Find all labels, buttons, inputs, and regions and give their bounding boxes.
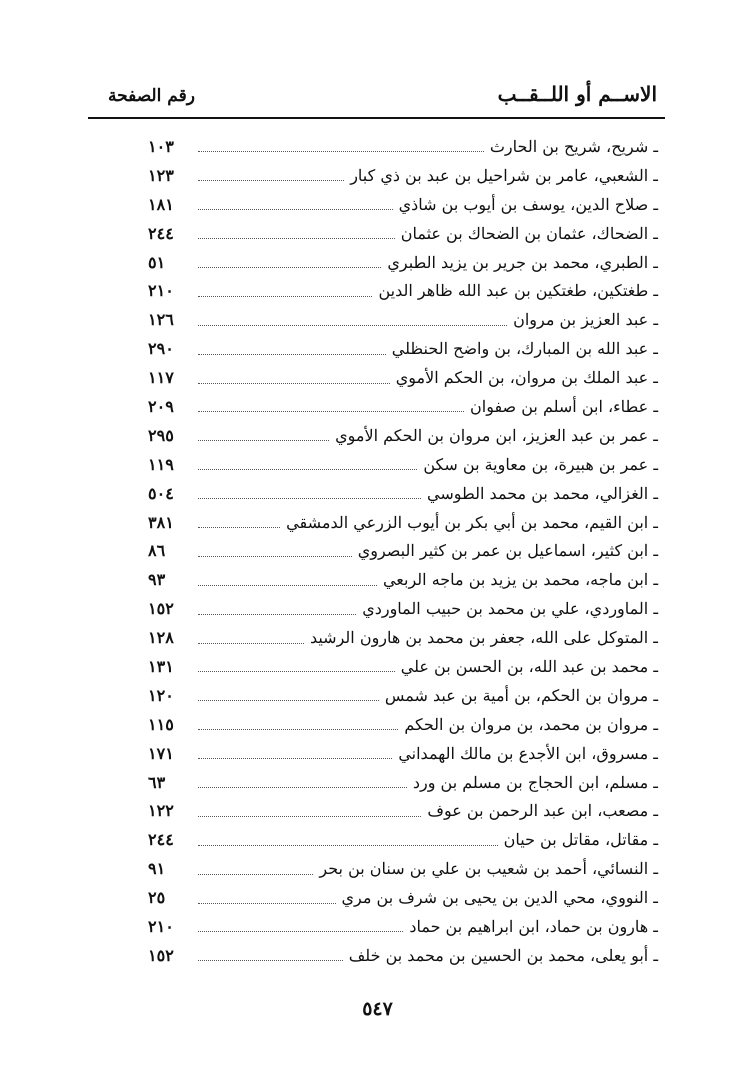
index-entry [148,854,658,883]
dot-leader [198,902,336,904]
index-entry [148,248,658,277]
entry-name: ـ مروان بن الحكم، بن أمية بن عبد شمس [384,685,658,705]
index-entry [148,334,658,363]
index-entry [148,710,658,739]
index-entry [148,276,658,305]
entry-name: ـ مصعب، ابن عبد الرحمن بن عوف [427,801,658,821]
entry-page-number: ١١٧ [148,368,174,388]
index-entry [148,479,658,508]
index-entry [148,796,658,825]
entry-page-number: ٩١ [148,859,166,879]
entry-name: ـ النووي، محي الدين بن يحيى بن شرف بن مري [341,888,658,908]
entry-page-number: ٥٠٤ [148,483,174,503]
entry-page-number: ١١٩ [148,454,174,474]
index-entry [148,652,658,681]
dot-leader [198,266,381,268]
entry-page-number: ٢٠٩ [148,396,174,416]
entry-name: ـ الغزالي، محمد بن محمد الطوسي [427,483,658,503]
page-number: ٥٤٧ [362,998,393,1020]
entry-name: ـ مقاتل، مقاتل بن حيان [503,830,658,850]
entry-name: ـ ابن كثير، اسماعيل بن عمر بن كثير البصروي [357,541,658,561]
entry-page-number: ١٧١ [148,743,174,763]
entry-page-number: ١٢٦ [148,310,174,330]
entry-page-number: ٨٦ [148,541,166,561]
entry-name: ـ المتوكل على الله، جعفر بن محمد بن هارون الرشيد [309,628,658,648]
entry-page-number: ٢١٠ [148,281,174,301]
entry-page-number: ٥١ [148,252,166,272]
name-column-heading: الاســم أو اللــقــب [497,82,657,106]
entry-name: ـ الضحاك، عثمان بن الضحاك بن عثمان [400,223,658,243]
dot-leader [198,786,407,788]
index-entry [148,536,658,565]
dot-leader [198,670,395,672]
index-entry [148,739,658,768]
entry-name: ـ أبو يعلى، محمد بن الحسين بن محمد بن خلف [348,945,658,965]
entry-page-number: ٢٩٥ [148,425,174,445]
dot-leader [198,468,417,470]
dot-leader [198,844,498,846]
entry-name: ـ مسروق، ابن الأجدع بن مالك الهمداني [398,743,658,763]
index-entry [148,941,658,970]
dot-leader [198,930,403,932]
dot-leader [198,613,356,615]
entry-name: ـ هارون بن حماد، ابن ابراهيم بن حماد [409,916,658,936]
entry-name: ـ شريح، شريح بن الحارث [489,136,658,156]
index-entries [148,132,658,970]
entry-page-number: ٢١٠ [148,916,174,936]
entry-name: ـ الطبري، محمد بن جرير بن يزيد الطبري [387,252,658,272]
entry-name: ـ الشعبي، عامر بن شراحيل بن عبد بن ذي كبار [350,165,658,185]
index-entry [148,305,658,334]
entry-page-number: ١٢٠ [148,685,174,705]
index-entry [148,219,658,248]
entry-name: ـ عبد الملك بن مروان، بن الحكم الأموي [395,368,658,388]
entry-page-number: ١٥٢ [148,945,174,965]
index-entry [148,508,658,537]
page-column-heading: رقم الصفحة [108,86,195,106]
index-entry [148,883,658,912]
dot-leader [198,699,379,701]
entry-name: ـ عمر بن هبيرة، بن معاوية بن سكن [423,454,658,474]
entry-name: ـ ابن القيم، محمد بن أبي بكر بن أيوب الزرعي الدمشقي [286,512,658,532]
entry-name: ـ عبد الله بن المبارك، بن واضح الحنظلي [391,339,658,359]
dot-leader [198,642,304,644]
entry-page-number: ٣٨١ [148,512,174,532]
entry-name: ـ مروان بن محمد، بن مروان بن الحكم [404,714,658,734]
entry-name: ـ الماوردي، علي بن محمد بن حبيب الماوردي [362,599,658,619]
entry-name: ـ صلاح الدين، يوسف بن أيوب بن شاذي [398,194,658,214]
dot-leader [198,584,377,586]
dot-leader [198,959,343,961]
index-entry [148,768,658,797]
dot-leader [198,526,280,528]
dot-leader [198,873,313,875]
entry-page-number: ٢٥ [148,888,166,908]
dot-leader [198,757,392,759]
entry-name: ـ ابن ماجه، محمد بن يزيد بن ماجه الربعي [382,570,658,590]
index-entry [148,190,658,219]
index-entry [148,450,658,479]
entry-name: ـ عمر بن عبد العزيز، ابن مروان بن الحكم الأموي [335,425,658,445]
index-entry [148,623,658,652]
dot-leader [198,324,507,326]
dot-leader [198,295,372,297]
dot-leader [198,439,329,441]
index-entry [148,565,658,594]
dot-leader [198,497,421,499]
dot-leader [198,353,386,355]
index-entry [148,132,658,161]
entry-page-number: ١٢٨ [148,628,174,648]
index-entry [148,825,658,854]
dot-leader [198,237,395,239]
index-entry [148,594,658,623]
entry-name: ـ النسائي، أحمد بن شعيب بن علي بن سنان بن بحر [319,859,658,879]
dot-leader [198,815,421,817]
entry-page-number: ٢٩٠ [148,339,174,359]
index-entry [148,421,658,450]
entry-page-number: ١١٥ [148,714,174,734]
dot-leader [198,728,398,730]
entry-page-number: ٦٣ [148,772,166,792]
entry-page-number: ١٢٢ [148,801,174,821]
dot-leader [198,410,464,412]
entry-page-number: ٩٣ [148,570,166,590]
entry-page-number: ١٨١ [148,194,174,214]
index-header [88,80,665,116]
index-entry [148,392,658,421]
entry-name: ـ محمد بن عبد الله، بن الحسن بن علي [400,656,658,676]
entry-name: ـ عبد العزيز بن مروان [513,310,658,330]
header-divider [88,117,665,119]
entry-name: ـ مسلم، ابن الحجاج بن مسلم بن ورد [412,772,658,792]
entry-page-number: ١٥٢ [148,599,174,619]
entry-name: ـ طغتكين، طغتكين بن عبد الله ظاهر الدين [378,281,658,301]
entry-page-number: ١٢٣ [148,165,174,185]
entry-page-number: ٢٤٤ [148,830,174,850]
index-entry [148,363,658,392]
entry-page-number: ٢٤٤ [148,223,174,243]
dot-leader [198,208,393,210]
index-entry [148,912,658,941]
index-entry [148,161,658,190]
index-entry [148,681,658,710]
dot-leader [198,382,390,384]
dot-leader [198,179,344,181]
dot-leader [198,150,484,152]
entry-page-number: ١٣١ [148,656,174,676]
dot-leader [198,555,352,557]
entry-page-number: ١٠٣ [148,136,174,156]
entry-name: ـ عطاء، ابن أسلم بن صفوان [470,396,658,416]
